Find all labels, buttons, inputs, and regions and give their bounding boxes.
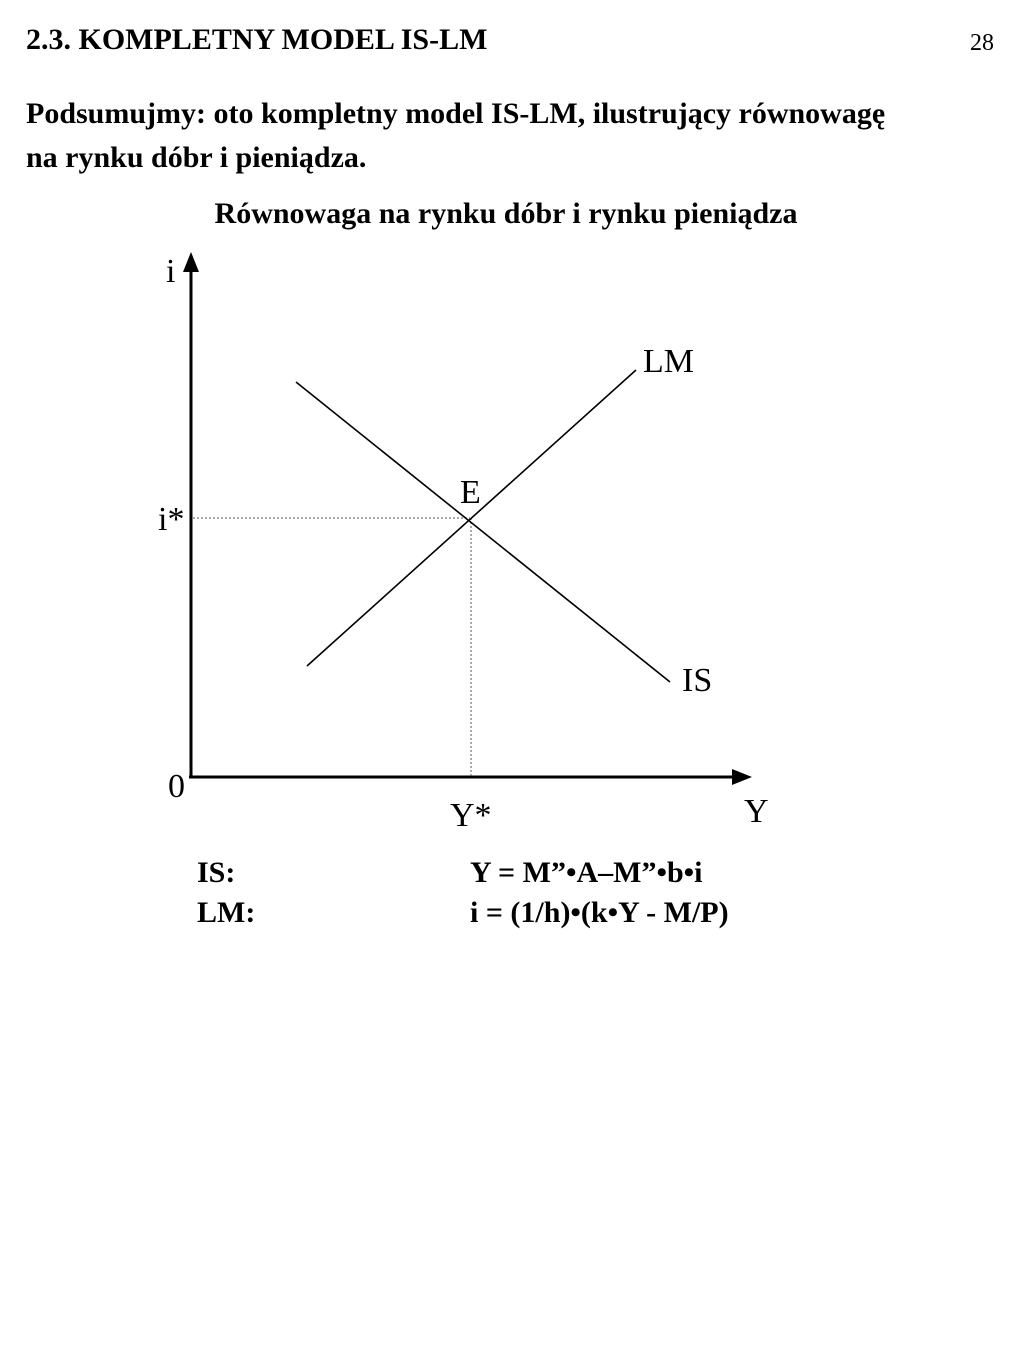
is-equation-formula: Y = M”•A–M”•b•i — [470, 856, 703, 889]
x-axis-label: Y — [744, 793, 769, 830]
page-number: 28 — [970, 30, 994, 56]
origin-label: 0 — [168, 768, 185, 805]
i-star-label: i* — [158, 501, 185, 538]
lm-curve — [307, 370, 636, 666]
lm-curve-label: LM — [643, 343, 694, 380]
lm-equation-label: LM: — [197, 896, 256, 929]
is-curve — [296, 382, 670, 682]
y-axis-label: i — [166, 253, 176, 290]
y-star-label: Y* — [450, 797, 492, 834]
diagram-title: Równowaga na rynku dóbr i rynku pieniądza — [214, 197, 798, 230]
equilibrium-label: E — [460, 474, 481, 511]
intro-line-1: Podsumujmy: oto kompletny model IS-LM, ilustrujący równowagę — [26, 97, 886, 130]
is-curve-label: IS — [682, 662, 713, 699]
intro-line-2: na rynku dóbr i pieniądza. — [26, 141, 367, 174]
section-title: 2.3. KOMPLETNY MODEL IS-LM — [26, 23, 488, 56]
x-axis-arrow-icon — [732, 769, 752, 785]
is-equation-label: IS: — [197, 856, 236, 889]
y-axis-arrow-icon — [183, 252, 199, 272]
lm-equation-formula: i = (1/h)•(k•Y - M/P) — [470, 896, 729, 929]
